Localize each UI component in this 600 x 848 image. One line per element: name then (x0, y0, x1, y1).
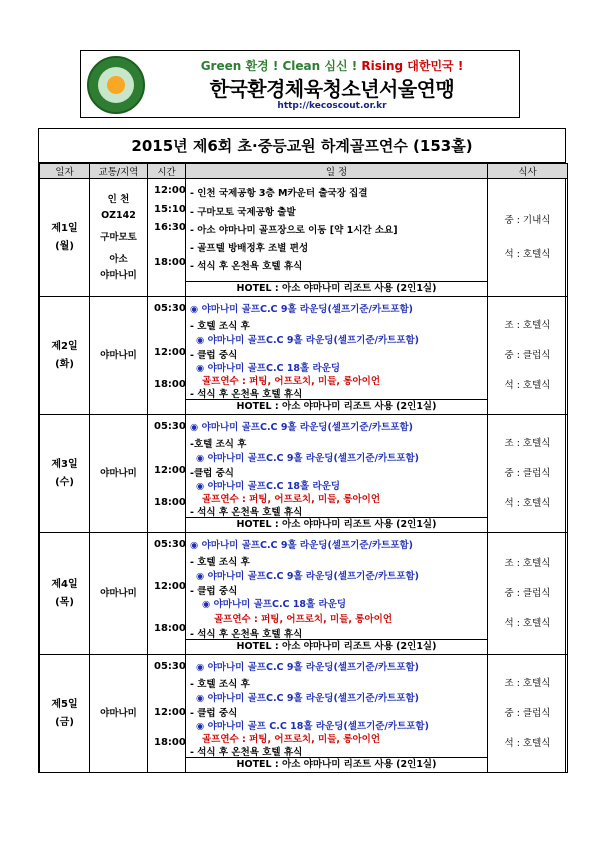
slogan-rising: Rising 대한민국 ! (357, 59, 464, 73)
schedule-line: 골프연수 : 퍼팅, 어프로치, 미들, 롱아이언 (202, 376, 380, 387)
meal-entry: 석 : 호텔식 (504, 248, 551, 260)
schedule-line: 골프연수 : 퍼팅, 어프로치, 미들, 롱아이언 (202, 494, 380, 505)
meal-entry: 석 : 호텔식 (504, 617, 551, 629)
meals-cell (488, 179, 568, 297)
col-header-date: 일자 (40, 164, 90, 179)
slogan (151, 57, 513, 74)
table-header-row (40, 164, 568, 179)
day-cell (40, 297, 90, 415)
schedule-line: - 석식 후 온천욕 호텔 휴식 (190, 389, 303, 400)
time-entry: 05:30 (154, 303, 186, 314)
meal-entry: 석 : 호텔식 (504, 379, 551, 391)
schedule-cell (186, 533, 488, 655)
schedule-line: ◉ 야마나미 골프C.C 18홀 라운딩 (196, 363, 341, 374)
meal-entry: 중 : 기내식 (504, 214, 551, 226)
meal-entry: 조 : 호텔식 (504, 677, 551, 689)
hotel-info: HOTEL : 아소 야마나미 리조트 사용 (2인1실) (186, 399, 487, 414)
time-entry: 15:10 (154, 204, 186, 215)
time-entry: 18:00 (154, 257, 186, 268)
table-row (40, 415, 568, 533)
schedule-line: - 석식 후 온천욕 호텔 휴식 (190, 261, 303, 272)
schedule-line: ◉ 야마나미 골프C.C 9홀 라운딩(셀프기준/카트포함) (196, 571, 420, 582)
day-label: 제4일 (51, 578, 78, 590)
col-header-time: 시간 (148, 164, 186, 179)
table-row (40, 655, 568, 773)
time-entry: 12:00 (154, 707, 186, 718)
hotel-info: HOTEL : 아소 야마나미 리조트 사용 (2인1실) (186, 639, 487, 654)
time-cell (148, 655, 186, 773)
time-cell (148, 179, 186, 297)
schedule-line: - 석식 후 온천욕 호텔 휴식 (190, 507, 303, 518)
org-name: 한국환경체육청소년서울연맹 (209, 77, 455, 101)
schedule-line: ◉ 야마나미 골프C.C 9홀 라운딩(셀프기준/카트포함) (190, 540, 414, 551)
time-cell (148, 297, 186, 415)
day-cell (40, 533, 90, 655)
place-line: OZ142 (101, 209, 136, 221)
place-line: 아소 (109, 253, 128, 265)
meals-cell (488, 533, 568, 655)
weekday-label: (월) (55, 240, 74, 252)
meals-cell (488, 297, 568, 415)
place-cell: 야마나미 (90, 533, 148, 655)
schedule-line: - 석식 후 온천욕 호텔 휴식 (190, 629, 303, 640)
meal-entry: 석 : 호텔식 (504, 497, 551, 509)
col-header-schedule: 일 정 (186, 164, 488, 179)
weekday-label: (목) (55, 596, 74, 608)
schedule-line: -클럽 중식 (190, 468, 234, 479)
schedule-line: ◉ 야마나미 골프C.C 18홀 라운딩 (196, 481, 341, 492)
schedule-line: - 클럽 중식 (190, 350, 238, 361)
schedule-line: -호텔 조식 후 (190, 439, 247, 450)
schedule-line: - 골프텔 방배정후 조별 편성 (190, 243, 309, 254)
place-cell: 야마나미 (90, 297, 148, 415)
day-label: 제1일 (51, 222, 78, 234)
schedule-line: ◉ 야마나미 골프C.C 9홀 라운딩(셀프기준/카트포함) (196, 693, 420, 704)
meal-entry: 조 : 호텔식 (504, 319, 551, 331)
schedule-line: - 클럽 중식 (190, 586, 238, 597)
slogan-clean: Clean 심신 ! (278, 59, 358, 73)
time-entry: 05:30 (154, 661, 186, 672)
day-cell (40, 415, 90, 533)
meal-entry: 중 : 클럽식 (504, 467, 551, 479)
schedule-line: - 아소 야마나미 골프장으로 이동 [약 1시간 소요] (190, 225, 398, 236)
time-entry: 12:00 (154, 185, 186, 196)
weekday-label: (금) (55, 716, 74, 728)
federation-logo-icon (87, 56, 145, 114)
col-header-meals: 식사 (488, 164, 568, 179)
time-entry: 18:00 (154, 379, 186, 390)
page-title: 2015년 제6회 초·중등교원 하계골프연수 (153홀) (39, 129, 565, 163)
meal-entry: 중 : 클럽식 (504, 587, 551, 599)
table-row (40, 179, 568, 297)
day-label: 제5일 (51, 698, 78, 710)
meal-entry: 중 : 클럽식 (504, 349, 551, 361)
schedule-cell (186, 655, 488, 773)
schedule-table (39, 163, 568, 773)
time-entry: 18:00 (154, 497, 186, 508)
schedule-cell (186, 179, 488, 297)
schedule-line: - 호텔 조식 후 (190, 557, 250, 568)
org-url[interactable]: http://kecoscout.or.kr (277, 101, 387, 111)
place-line: 야마나미 (100, 269, 137, 281)
letterhead (80, 50, 520, 118)
schedule-line: ◉ 야마나미 골프C.C 9홀 라운딩(셀프기준/카트포함) (196, 662, 420, 673)
time-entry: 18:00 (154, 623, 186, 634)
weekday-label: (화) (55, 358, 74, 370)
day-label: 제3일 (51, 458, 78, 470)
day-cell (40, 179, 90, 297)
hotel-info: HOTEL : 아소 야마나미 리조트 사용 (2인1실) (186, 517, 487, 532)
schedule-line: - 석식 후 온천욕 호텔 휴식 (190, 747, 303, 758)
meals-cell (488, 655, 568, 773)
meal-entry: 석 : 호텔식 (504, 737, 551, 749)
meal-entry: 조 : 호텔식 (504, 557, 551, 569)
time-entry: 12:00 (154, 347, 186, 358)
schedule-line: - 구마모토 국제공항 출발 (190, 207, 296, 218)
slogan-green: Green 환경 ! (200, 59, 279, 73)
meal-entry: 중 : 클럽식 (504, 707, 551, 719)
schedule-line: ◉ 야마나미 골프C.C 9홀 라운딩(셀프기준/카트포함) (190, 304, 414, 315)
time-cell (148, 533, 186, 655)
place-line: 인 천 (107, 193, 130, 205)
place-cell: 야마나미 (90, 655, 148, 773)
schedule-line: ◉ 야마나미 골프C.C 9홀 라운딩(셀프기준/카트포함) (196, 335, 420, 346)
schedule-cell (186, 415, 488, 533)
schedule-line: - 인천 국제공항 3층 M카운터 출국장 집결 (190, 188, 368, 199)
table-row (40, 533, 568, 655)
place-line: 구마모토 (100, 231, 137, 243)
time-entry: 05:30 (154, 539, 186, 550)
schedule-line: - 호텔 조식 후 (190, 679, 250, 690)
schedule-cell (186, 297, 488, 415)
time-cell (148, 415, 186, 533)
day-cell (40, 655, 90, 773)
schedule-line: ◉ 야마나미 골프C.C 9홀 라운딩(셀프기준/카트포함) (196, 453, 420, 464)
schedule-line: 골프연수 : 퍼팅, 어프로치, 미들, 롱아이언 (202, 734, 380, 745)
time-entry: 12:00 (154, 581, 186, 592)
place-cell: 야마나미 (90, 415, 148, 533)
schedule-line: ◉ 야마나미 골프 C.C 18홀 라운딩(셀프기준/카트포함) (196, 721, 429, 732)
table-row (40, 297, 568, 415)
time-entry: 18:00 (154, 737, 186, 748)
time-entry: 05:30 (154, 421, 186, 432)
place-cell (90, 179, 148, 297)
meals-cell (488, 415, 568, 533)
hotel-info: HOTEL : 아소 야마나미 리조트 사용 (2인1실) (186, 757, 487, 772)
weekday-label: (수) (55, 476, 74, 488)
schedule-line: 골프연수 : 퍼팅, 어프로치, 미들, 롱아이언 (214, 614, 392, 625)
time-entry: 12:00 (154, 465, 186, 476)
hotel-info: HOTEL : 아소 야마나미 리조트 사용 (2인1실) (186, 281, 487, 296)
schedule-line: ◉ 야마나미 골프C.C 9홀 라운딩(셀프기준/카트포함) (190, 422, 414, 433)
meal-entry: 조 : 호텔식 (504, 437, 551, 449)
time-entry: 16:30 (154, 222, 186, 233)
day-label: 제2일 (51, 340, 78, 352)
schedule-line: ◉ 야마나미 골프C.C 18홀 라운딩 (202, 599, 347, 610)
schedule-line: - 호텔 조식 후 (190, 321, 250, 332)
col-header-transport: 교통/지역 (90, 164, 148, 179)
schedule-line: - 클럽 중식 (190, 708, 238, 719)
schedule-frame (38, 128, 566, 773)
